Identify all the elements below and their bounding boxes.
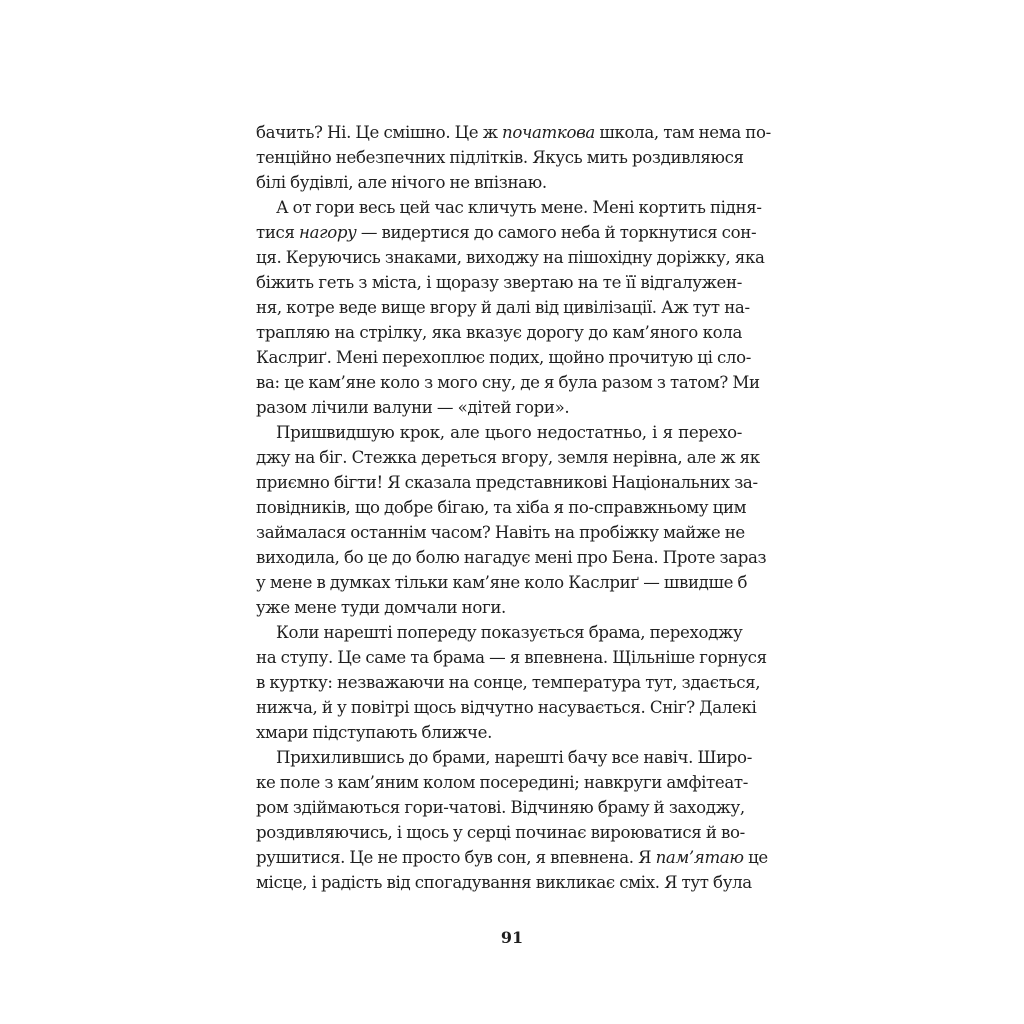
text-line: у мене в думках тільки кам’яне коло Каслриґ — швидше б — [256, 573, 748, 592]
text-line: рушитися. Це не просто був сон, я впевнена. Я пам’ятаю це — [256, 848, 768, 867]
text-line: Прихилившись до брами, нарешті бачу все навіч. Широ- — [276, 748, 752, 767]
text-line: повідників, що добре бігаю, та хіба я по-справжньому цим — [256, 498, 747, 517]
paragraph-2 — [256, 195, 765, 420]
paragraph-3 — [256, 420, 767, 620]
text-line: уже мене туди домчали ноги. — [256, 598, 506, 617]
text-line: приємно бігти! Я сказала представникові Національних за- — [256, 473, 758, 492]
text-line: Коли нарешті попереду показується брама, переходжу — [276, 623, 743, 642]
text-line: ця. Керуючись знаками, виходжу на пішохідну доріжку, яка — [256, 248, 765, 267]
text-line: біжить геть з міста, і щоразу звертаю на те її відгалужен- — [256, 273, 742, 292]
text-line: ке поле з кам’яним колом посередині; навкруги амфітеат- — [256, 773, 748, 792]
text-line: на ступу. Це саме та брама — я впевнена. Щільніше горнуся — [256, 648, 767, 667]
text-line: А от гори весь цей час кличуть мене. Мені кортить підня- — [276, 198, 762, 217]
text-line: ня, котре веде вище вгору й далі від цивілізації. Аж тут на- — [256, 298, 750, 317]
text-line: джу на біг. Стежка дереться вгору, земля нерівна, але ж як — [256, 448, 760, 467]
text-line: Пришвидшую крок, але цього недостатньо, і я перехо- — [276, 423, 742, 442]
body-text — [256, 120, 771, 895]
text-line: нижча, й у повітрі щось відчутно насувається. Сніг? Далекі — [256, 698, 757, 717]
paragraph-4 — [256, 620, 767, 745]
text-line: тенційно небезпечних підлітків. Якусь мить роздивляюся — [256, 148, 744, 167]
emphasis: початкова — [502, 123, 595, 142]
text-line: ром здіймаються гори-чатові. Відчиняю браму й заходжу, — [256, 798, 745, 817]
text-line: трапляю на стрілку, яка вказує дорогу до кам’яного кола — [256, 323, 742, 342]
text-line: разом лічили валуни — «дітей гори». — [256, 398, 570, 417]
emphasis: пам’ятаю — [655, 848, 744, 867]
paragraph-1 — [256, 120, 771, 195]
paragraph-5 — [256, 745, 768, 895]
text-line: хмари підступають ближче. — [256, 723, 492, 742]
emphasis: нагору — [299, 223, 357, 242]
text-line: білі будівлі, але нічого не впізнаю. — [256, 173, 547, 192]
text-line: тися нагору — видертися до самого неба й торкнутися сон- — [256, 223, 757, 242]
text-line: місце, і радість від спогадування викликає сміх. Я тут була — [256, 873, 752, 892]
text-line: виходила, бо це до болю нагадує мені про Бена. Проте зараз — [256, 548, 767, 567]
text-line: ва: це кам’яне коло з мого сну, де я була разом з татом? Ми — [256, 373, 760, 392]
text-line: Каслриґ. Мені перехоплює подих, щойно прочитую ці сло- — [256, 348, 752, 367]
text-line: роздивляючись, і щось у серці починає вироюватися й во- — [256, 823, 745, 842]
text-line: займалася останнім часом? Навіть на пробіжку майже не — [256, 523, 745, 542]
text-line: в куртку: незважаючи на сонце, температура тут, здається, — [256, 673, 761, 692]
page-number: 91 — [500, 928, 524, 947]
text-line: бачить? Ні. Це смішно. Це ж початкова школа, там нема по- — [256, 123, 771, 142]
